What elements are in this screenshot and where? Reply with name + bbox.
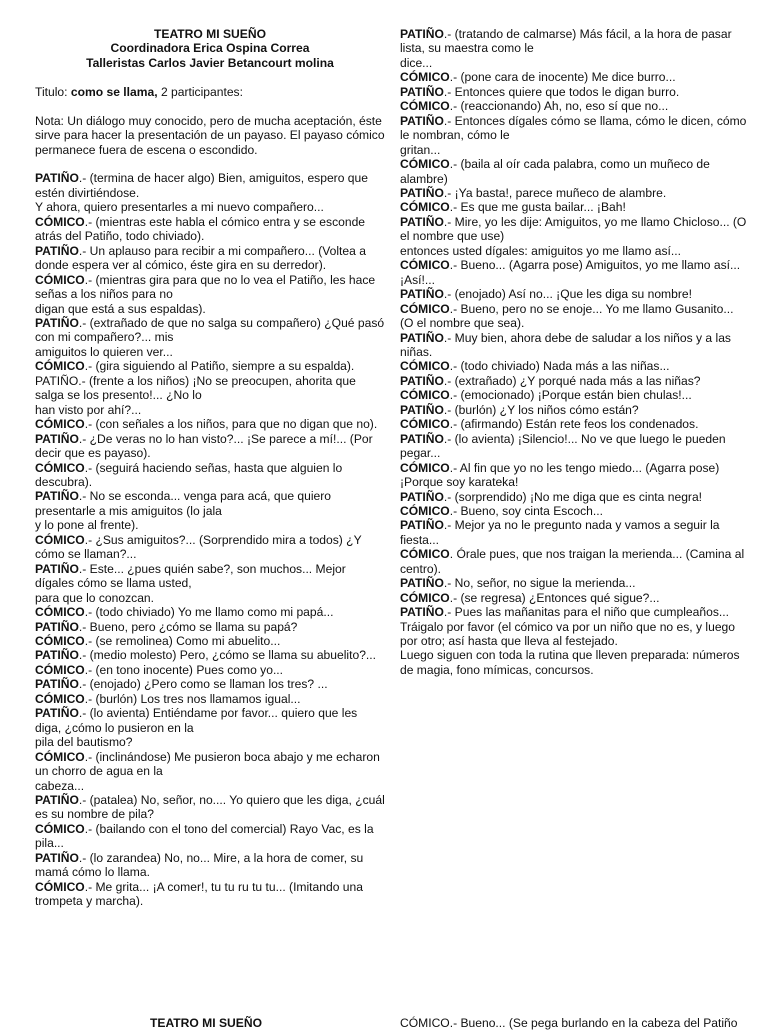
dialogue-line — [400, 432, 750, 461]
dialogue-line — [35, 750, 385, 779]
dialogue-text: entonces usted dígales: amiguitos yo me llamo así... — [400, 243, 681, 258]
dialogue-line — [400, 302, 750, 331]
dialogue-line — [400, 403, 750, 417]
next-page-line: CÓMICO.- Bueno... (Se pega burlando en la cabeza del Patiño — [400, 1016, 738, 1030]
next-page-title: TEATRO MI SUEÑO — [150, 1016, 262, 1030]
dialogue-text: .- ¡Ya basta!, parece muñeco de alambre. — [443, 185, 667, 200]
speaker-name: CÓMICO — [400, 301, 450, 316]
speaker-name: PATIÑO — [35, 316, 79, 331]
speaker-name: CÓMICO — [400, 417, 450, 432]
dialogue-text: .- Al fin que yo no les tengo miedo... (Agarra pose) ¡Porque soy karateka! — [400, 460, 720, 490]
left-column — [35, 27, 385, 909]
speaker-name: CÓMICO — [35, 749, 85, 764]
dialogue-text: Luego siguen con toda la rutina que lleven preparada: números de magia, fono mímicas, concursos. — [400, 648, 740, 677]
speaker-name: PATIÑO — [400, 113, 444, 128]
dialogue-text: . Órale pues, que nos traigan la merienda... (Camina al centro). — [400, 547, 745, 576]
dialogue-line — [400, 605, 750, 648]
dialogue-line — [400, 27, 750, 56]
speaker-name: PATIÑO — [400, 84, 444, 99]
dialogue-text: .- (enojado) ¿Pero como se llaman los tres? ... — [78, 677, 328, 692]
speaker-name: PATIÑO — [35, 706, 79, 721]
speaker-name: PATIÑO — [400, 576, 444, 591]
dialogue-text: .- (lo avienta) Entiéndame por favor... quiero que les diga, ¿cómo lo pusieron en la — [35, 706, 358, 735]
speaker-name: PATIÑO — [400, 518, 444, 533]
dialogue-text: .- Entonces dígales cómo se llama, cómo le dicen, cómo le nombran, cómo le — [400, 113, 747, 143]
speaker-name: PATIÑO — [35, 489, 79, 504]
speaker-name: PATIÑO — [35, 561, 79, 576]
dialogue-line — [400, 388, 750, 402]
dialogue-line — [35, 432, 385, 461]
dialogue-line — [35, 562, 385, 591]
dialogue-line — [35, 171, 385, 200]
dialogue-line — [400, 56, 750, 70]
dialogue-text: amiguitos lo quieren ver... — [35, 344, 173, 359]
dialogue-text: .- No, señor, no sigue la merienda... — [443, 576, 636, 591]
speaker-name: PATIÑO — [35, 171, 79, 186]
speaker-name: CÓMICO — [400, 70, 450, 85]
speaker-name: PATIÑO — [400, 287, 444, 302]
speaker-name: PATIÑO — [400, 431, 444, 446]
dialogue-line — [400, 648, 750, 677]
document-title: TEATRO MI SUEÑO — [154, 27, 266, 41]
dialogue-text: .- (se regresa) ¿Entonces qué sigue?... — [449, 590, 660, 605]
dialogue-text: .- (medio molesto) Pero, ¿cómo se llama su abuelito?... — [78, 648, 376, 663]
dialogue-text: .- (enojado) Así no... ¡Que les diga su nombre! — [443, 287, 692, 302]
dialogue-line — [35, 374, 385, 403]
speaker-name: CÓMICO — [400, 359, 450, 374]
dialogue-text: .- (tratando de calmarse) Más fácil, a la hora de pasar lista, su maestra como le — [400, 27, 732, 56]
dialogue-text: .- (afirmando) Están rete feos los condenados. — [449, 417, 699, 432]
dialogue-text: .- Bueno, pero ¿cómo se llama su papá? — [78, 619, 298, 634]
speaker-name: CÓMICO — [35, 532, 85, 547]
dialogue-text: han visto por ahí?... — [35, 402, 142, 417]
dialogue-text: .- (burlón) ¿Y los niños cómo están? — [443, 402, 639, 417]
speaker-name: CÓMICO — [400, 99, 450, 114]
dialogue-text: .- (con señales a los niños, para que no digan que no). — [84, 417, 378, 432]
speaker-name: CÓMICO — [35, 214, 85, 229]
speaker-name: PATIÑO — [400, 185, 444, 200]
dialogue-line — [35, 461, 385, 490]
speaker-name: CÓMICO — [35, 605, 85, 620]
dialogue-text: .- Bueno... (Agarra pose) Amiguitos, yo me llamo así... ¡Así!... — [400, 258, 741, 287]
speaker-name: PATIÑO — [400, 489, 444, 504]
dialogue-text: .- (gira siguiendo al Patiño, siempre a su espalda). — [84, 359, 355, 374]
dialogue-line — [400, 244, 750, 258]
speaker-name: CÓMICO — [400, 157, 450, 172]
dialogue-text: .- (lo zarandea) No, no... Mire, a la hora de comer, su mamá cómo lo llama. — [35, 850, 364, 880]
dialogue-text: .- Me grita... ¡A comer!, tu tu ru tu tu... (Imitando una trompeta y marcha). — [35, 879, 363, 909]
dialogue-text: .- (bailando con el tono del comercial) Rayo Vac, es la pila... — [35, 821, 374, 851]
next-page-peek — [0, 1016, 768, 1036]
dialogue-text: para que lo conozcan. — [35, 590, 155, 605]
dialogue-line — [400, 374, 750, 388]
speaker-name: PATIÑO — [35, 792, 79, 807]
dialogue-line — [35, 634, 385, 648]
dialogue-text: .- Mejor ya no le pregunto nada y vamos a seguir la fiesta... — [400, 518, 720, 547]
dialogue-line — [35, 793, 385, 822]
dialogue-line — [35, 591, 385, 605]
dialogue-text: .- (pone cara de inocente) Me dice burro... — [449, 70, 676, 85]
speaker-name: CÓMICO — [35, 821, 85, 836]
dialogue-right — [400, 27, 750, 677]
dialogue-text: PATIÑO.- (frente a los niños) ¡No se preocupen, ahorita que salga se los presento!... ¿No lo — [35, 373, 356, 403]
speaker-name: CÓMICO — [35, 691, 85, 706]
dialogue-text: .- (extrañado) ¿Y porqué nada más a las niñas? — [443, 373, 701, 388]
nota-paragraph: Nota: Un diálogo muy conocido, pero de mucha aceptación, éste sirve para hacer la presentación de un payaso. El payaso cómico permanece fuera de escena o escondido. — [35, 113, 385, 157]
dialogue-line — [35, 880, 385, 909]
dialogue-text: .- (reaccionando) Ah, no, eso sí que no... — [449, 99, 669, 114]
dialogue-text: .- (extrañado de que no salga su compañero) ¿Qué pasó con mi compañero?... mis — [35, 316, 385, 345]
dialogue-line — [400, 258, 750, 287]
dialogue-text: .- (se remolinea) Como mi abuelito... — [84, 633, 281, 648]
dialogue-line — [400, 591, 750, 605]
dialogue-line — [400, 200, 750, 214]
speaker-name: PATIÑO — [35, 619, 79, 634]
dialogue-text: .- (sorprendido) ¡No me diga que es cinta negra! — [443, 489, 703, 504]
speaker-name: CÓMICO — [35, 359, 85, 374]
dialogue-line — [400, 157, 750, 186]
dialogue-text: .- (inclinándose) Me pusieron boca abajo y me echaron un chorro de agua en la — [35, 749, 380, 779]
dialogue-line — [35, 273, 385, 302]
dialogue-text: .- Este... ¿pues quién sabe?, son muchos... Mejor dígales cómo se llama usted, — [35, 561, 346, 591]
dialogue-text: .- (seguirá haciendo señas, hasta que alguien lo descubra). — [35, 460, 343, 489]
dialogue-text: Y ahora, quiero presentarles a mi nuevo compañero... — [35, 200, 324, 215]
speaker-name: PATIÑO — [400, 402, 444, 417]
dialogue-text: .- (lo avienta) ¡Silencio!... No ve que luego le pueden pegar... — [400, 431, 726, 461]
speaker-name: CÓMICO — [35, 272, 85, 287]
dialogue-line — [35, 692, 385, 706]
dialogue-line — [35, 403, 385, 417]
dialogue-text: dice... — [400, 55, 433, 70]
speaker-name: CÓMICO — [35, 460, 85, 475]
speaker-name: CÓMICO — [35, 417, 85, 432]
dialogue-line — [35, 706, 385, 735]
titulo-name: como se llama, — [70, 84, 158, 99]
dialogue-line — [400, 417, 750, 431]
coordinator-line: Coordinadora Erica Ospina Correa — [110, 41, 310, 56]
dialogue-text: .- (mientras gira para que no lo vea el Patiño, les hace señas a los niños para no — [35, 272, 376, 302]
speaker-name: PATIÑO — [400, 214, 444, 229]
dialogue-line — [35, 489, 385, 518]
speaker-name: CÓMICO — [35, 662, 85, 677]
dialogue-line — [400, 287, 750, 301]
speaker-name: PATIÑO — [400, 27, 444, 41]
dialogue-line — [400, 490, 750, 504]
dialogue-line — [35, 663, 385, 677]
dialogue-text: .- (baila al oír cada palabra, como un muñeco de alambre) — [400, 157, 710, 186]
speaker-name: PATIÑO — [35, 431, 79, 446]
dialogue-line — [35, 417, 385, 431]
dialogue-line — [400, 576, 750, 590]
speaker-name: CÓMICO — [400, 590, 450, 605]
dialogue-line — [35, 851, 385, 880]
speaker-name: CÓMICO — [400, 460, 450, 475]
dialogue-text: .- (termina de hacer algo) Bien, amiguitos, espero que estén divirtiéndose. — [35, 171, 368, 200]
dialogue-text: .- Pues las mañanitas para el niño que cumpleaños... Tráigalo por favor (el cómico va por un niño que no es, y luego por otro; así hasta que lleva al festejado. — [400, 605, 736, 649]
dialogue-text: .- (en tono inocente) Pues como yo... — [84, 662, 284, 677]
speaker-name: CÓMICO — [400, 258, 450, 273]
dialogue-line — [35, 605, 385, 619]
dialogue-text: .- (emocionado) ¡Porque están bien chulas!... — [449, 388, 692, 403]
dialogue-line — [35, 533, 385, 562]
dialogue-line — [400, 504, 750, 518]
speaker-name: CÓMICO — [400, 388, 450, 403]
dialogue-line — [400, 85, 750, 99]
dialogue-line — [35, 359, 385, 373]
dialogue-text: .- Mire, yo les dije: Amiguitos, yo me llamo Chicloso... (O el nombre que use) — [400, 214, 747, 244]
titulo-label: Titulo: — [35, 84, 71, 99]
speaker-name: PATIÑO — [400, 330, 444, 345]
speaker-name: PATIÑO — [400, 605, 444, 620]
speaker-name: CÓMICO — [400, 200, 450, 215]
dialogue-line — [35, 620, 385, 634]
dialogue-text: pila del bautismo? — [35, 735, 133, 750]
dialogue-line — [400, 186, 750, 200]
speaker-name: PATIÑO — [400, 373, 444, 388]
dialogue-text: .- ¿De veras no lo han visto?... ¡Se parece a mí!... (Por decir que es payaso). — [35, 431, 373, 461]
dialogue-text: .- Bueno, soy cinta Escoch... — [449, 503, 603, 518]
dialogue-line — [35, 215, 385, 244]
dialogue-left — [35, 171, 385, 908]
dialogue-line — [35, 677, 385, 691]
dialogue-line — [400, 331, 750, 360]
dialogue-text: .- (todo chiviado) Nada más a las niñas... — [449, 359, 670, 374]
dialogue-line — [400, 547, 750, 576]
dialogue-text: .- (todo chiviado) Yo me llamo como mi papá... — [84, 605, 334, 620]
dialogue-text: .- Es que me gusta bailar... ¡Bah! — [449, 200, 626, 215]
dialogue-text: y lo pone al frente). — [35, 518, 139, 533]
dialogue-line — [400, 99, 750, 113]
dialogue-line — [35, 345, 385, 359]
speaker-name: CÓMICO — [35, 879, 85, 894]
dialogue-line — [35, 822, 385, 851]
speaker-name: PATIÑO — [35, 677, 79, 692]
dialogue-line — [400, 359, 750, 373]
dialogue-line — [35, 518, 385, 532]
dialogue-line — [400, 114, 750, 143]
dialogue-text: .- Bueno, pero no se enoje... Yo me llamo Gusanito... (O el nombre que sea). — [400, 301, 734, 331]
dialogue-text: cabeza... — [35, 778, 85, 793]
titulo-line — [35, 85, 385, 99]
dialogue-line — [35, 244, 385, 273]
dialogue-text: .- (mientras este habla el cómico entra y se esconde atrás del Patiño, todo chiviado). — [35, 214, 366, 244]
dialogue-line — [400, 143, 750, 157]
speaker-name: CÓMICO — [35, 633, 85, 648]
dialogue-line — [35, 735, 385, 749]
dialogue-line — [400, 215, 750, 244]
speaker-name: PATIÑO — [35, 850, 79, 865]
dialogue-text: .- (burlón) Los tres nos llamamos igual... — [84, 691, 301, 706]
dialogue-line — [35, 779, 385, 793]
titulo-rest: 2 participantes: — [157, 84, 243, 99]
dialogue-line — [400, 70, 750, 84]
right-column — [400, 27, 750, 677]
dialogue-text: .- (patalea) No, señor, no.... Yo quiero que les diga, ¿cuál es su nombre de pila? — [35, 792, 385, 822]
dialogue-text: .- ¿Sus amiguitos?... (Sorprendido mira a todos) ¿Y cómo se llaman?... — [35, 532, 362, 562]
speaker-name: PATIÑO — [35, 648, 79, 663]
speaker-name: PATIÑO — [35, 243, 79, 258]
dialogue-line — [35, 648, 385, 662]
speaker-name: CÓMICO — [400, 503, 450, 518]
dialogue-text: .- Un aplauso para recibir a mi compañero... (Voltea a donde espera ver al cómico, éste gira en su derredor). — [35, 243, 366, 273]
dialogue-text: .- Muy bien, ahora debe de saludar a los niños y a las niñas. — [400, 330, 731, 359]
dialogue-text: digan que está a sus espaldas). — [35, 301, 206, 316]
dialogue-text: .- No se esconda... venga para acá, que quiero presentarle a mis amiguitos (lo jala — [35, 489, 332, 518]
dialogue-text: .- Entonces quiere que todos le digan burro. — [443, 84, 680, 99]
workshop-line: Talleristas Carlos Javier Betancourt molina — [86, 55, 334, 70]
dialogue-line — [35, 302, 385, 316]
dialogue-line — [35, 200, 385, 214]
dialogue-line — [400, 461, 750, 490]
dialogue-line — [400, 518, 750, 547]
speaker-name: CÓMICO — [400, 547, 450, 562]
dialogue-line — [35, 316, 385, 345]
dialogue-text: gritan... — [400, 142, 441, 157]
